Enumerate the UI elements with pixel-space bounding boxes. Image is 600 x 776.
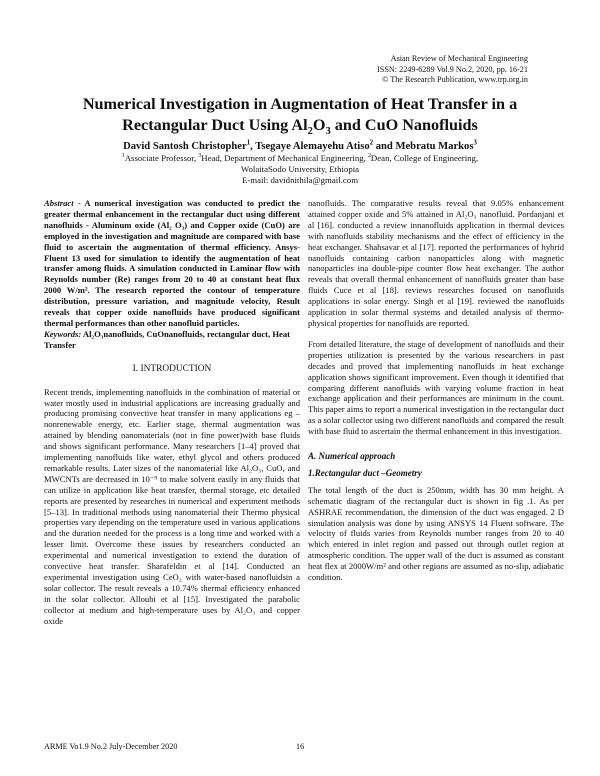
title-sub-1: 2: [307, 126, 313, 138]
author-3: Mebratu Markos: [395, 141, 474, 152]
paper-title: [60, 94, 540, 136]
subsection-numerical-approach: A. Numerical approach: [308, 451, 396, 462]
abstract-text: - A numerical investigation was conducted to predict the greater thermal enhancement in the rectangular duct using different nanofluids - Aluminum oxide (Al₂ O₃) and Copper oxide (CuO) are employed in the investigation and magnitude are compared with base fluid to ascertain the augmentation of thermal efficiency. Ansys-Fluent 13 used for simulation to identify the augmentation of heat transfer among fluids. A simulation conducted in Laminar flow with Reynolds number (Re) ranges from 20 to 40 at constant heat flux 2000 W/m². The research reported the contour of temperature distribution, pressure variation, and magnitude velocity, Result reveals that copper oxide nanofluids have produced significant thermal performances than other nanofluid particles.: [44, 198, 300, 328]
author-email: E-mail: davidnithila@gmail.com: [241, 175, 359, 185]
page-number: 16: [296, 742, 305, 751]
aff-text-b: Head, Department of Mechanical Engineering,: [201, 153, 369, 163]
keywords-label: Keywords:: [44, 328, 82, 339]
author-1-sup: 1: [246, 139, 251, 147]
title-line-2: [60, 115, 540, 136]
aff-text-c: Dean, College of Engineering,: [370, 153, 479, 163]
journal-header: [377, 54, 528, 86]
introduction-paragraph: Recent trends, implementing nanofluids in the combination of material or water mostly used in industrial applications are increasing gradually and producing promising convective heat transfer in many applications eg – nonrenewable energy, etc. Earlier stage, thermal augmentation was attained by blending nanomaterials (not in fine power)with base fluids and shows significant performance. Many researchers [1–4] proved that implementing nanofluids like water, ethyl glycol and others produced remarkable results. Later sizes of the nanomaterial like Al₂O₃, CuO, and MWCNTs are decreased in 10⁻⁹ to make solvent easily in any fluids that can utilize in application like heat transfer, thermal storage, etc detailed reports are presented by researches in numerical and experiment methods [5–13]. In traditional methods using nanomaterial their Thermo physical properties vary depending on the temperature used in various applications and the duration needed for the process is a long time and worked with a lesser limit. Overcome these issues by researchers conducted an experimental and numerical investigation to extend the duration of convective heat transfer. Sharafeldin et al [14]. Conducted an experimental investigation using CeO₂ with water-based nanofluidsin a solar collector. The result reveals a 10.74% thermal efficiency enhanced in the solar collector. Alloubi et al [15]. Investigated the parabolic collector at medium and high-temperature uses by Al₂O₃ and copper oxide: [44, 386, 300, 626]
aff-text-a: Associate Professor,: [124, 153, 199, 163]
author-2: Tsegaye Alemayehu Atiso: [255, 141, 370, 152]
aff-sup-2: 2: [368, 153, 371, 160]
title-line-2-mid: O: [312, 116, 326, 134]
journal-issn: ISSN: 2249-6289 Vol.9 No.2, 2020, pp. 16-21: [377, 64, 528, 74]
title-sub-2: 3: [325, 126, 331, 138]
affiliations: [40, 153, 560, 186]
title-line-1: Numerical Investigation in Augmentation of Heat Transfer in a: [82, 95, 518, 113]
left-column: [44, 198, 300, 627]
keywords-text: Al₂O₃nanofluids, CuOnanofluids, rectangular duct, Heat Transfer: [44, 328, 290, 350]
subsection-duct-geometry: 1.Rectangular duct –Geometry: [308, 467, 422, 478]
aff-sup-3: 3: [198, 153, 202, 160]
author-2-sup: 2: [369, 139, 374, 147]
abstract-label: Abstract: [44, 198, 74, 208]
author-sep-2: and: [373, 141, 396, 152]
abstract: [44, 198, 300, 329]
right-paragraph-3: The total length of the duct is 250mm, width has 30 mm height. A schematic diagram of the rectangular duct is shown in fig .1. As per ASHRAE recommendation, the dimension of the duct was engaged. 2 D simulation analysis was done by using ANSYS 14 Fluent software. The velocity of fluids varies from Reynolds number ranges from 20 to 40 which entered in inlet region and passed out through outlet region at atmospheric condition. The upper wall of the duct is assumed as constant heat flex at 2000W/m² and other regions are assumed as no-slip, adiabatic condition.: [308, 484, 564, 583]
title-line-2-post: and CuO Nanofluids: [330, 116, 478, 134]
section-heading-introduction: I. INTRODUCTION: [132, 363, 212, 374]
paragraph-gap: [308, 329, 564, 339]
affiliation-line-2: WolaitaSodo University, Ethiopia: [240, 164, 360, 174]
journal-copyright: © The Research Publication, www.trp.org.in: [382, 75, 528, 84]
right-paragraph-2: From detailed literature, the stage of development of nanofluids and their properties utilization is presented by the various researchers in past decades and proved that implementing nanofluids in heat exchange application shows significant improvement. Even though it identified that comparing different nanofluids with varying volume fraction in heat exchange application and their performances are minimum in the count. This paper aims to report a numerical investigation in the rectangular duct as a solar collector using two different nanofluids and compared the result with base fluid to ascertain the thermal enhancement in this investigation.: [308, 338, 564, 437]
keywords: [44, 329, 300, 351]
right-column: [308, 198, 564, 583]
footer-issue: ARME Vo1.9 No.2 July-December 2020: [44, 742, 178, 751]
author-1: David Santosh Christopher: [123, 141, 247, 152]
affiliation-line-1: [40, 153, 560, 164]
aff-sup-1: 1: [121, 153, 125, 160]
author-list: [40, 141, 560, 153]
author-3-sup: 3: [473, 139, 477, 147]
right-paragraph-1: nanofluids. The comparative results reveal that 9.05% enhancement attained copper oxide and 5% attained in Al₂O₃ nanofluid. Pordanjani et al [16]. conducted a review innanofluids application in thermal devices with nanofluids stability mechanisms and the effect of efficiency in the heat exchanger. Shahsavar et al [17]. reported the performances of hybrid nanofluids containing carbon nanoparticles along with magnetic nanoparticles ina double-pipe counter flow heat exchanger. The author reveals that overall thermal enhancement of nanofluids greater than base fluids Cuce et al [18]. reviews researches focused on nanofluids applications in solar energy. Singh et al [19]. reviewed the nanofluids application in solar thermal systems and detailed analysis of thermo-physical properties for nanofluids are reported.: [308, 198, 564, 328]
author-sep-1: ,: [250, 141, 256, 152]
title-line-2-pre: Rectangular Duct Using Al: [122, 116, 308, 134]
journal-name: Asian Review of Mechanical Engineering: [390, 54, 528, 63]
